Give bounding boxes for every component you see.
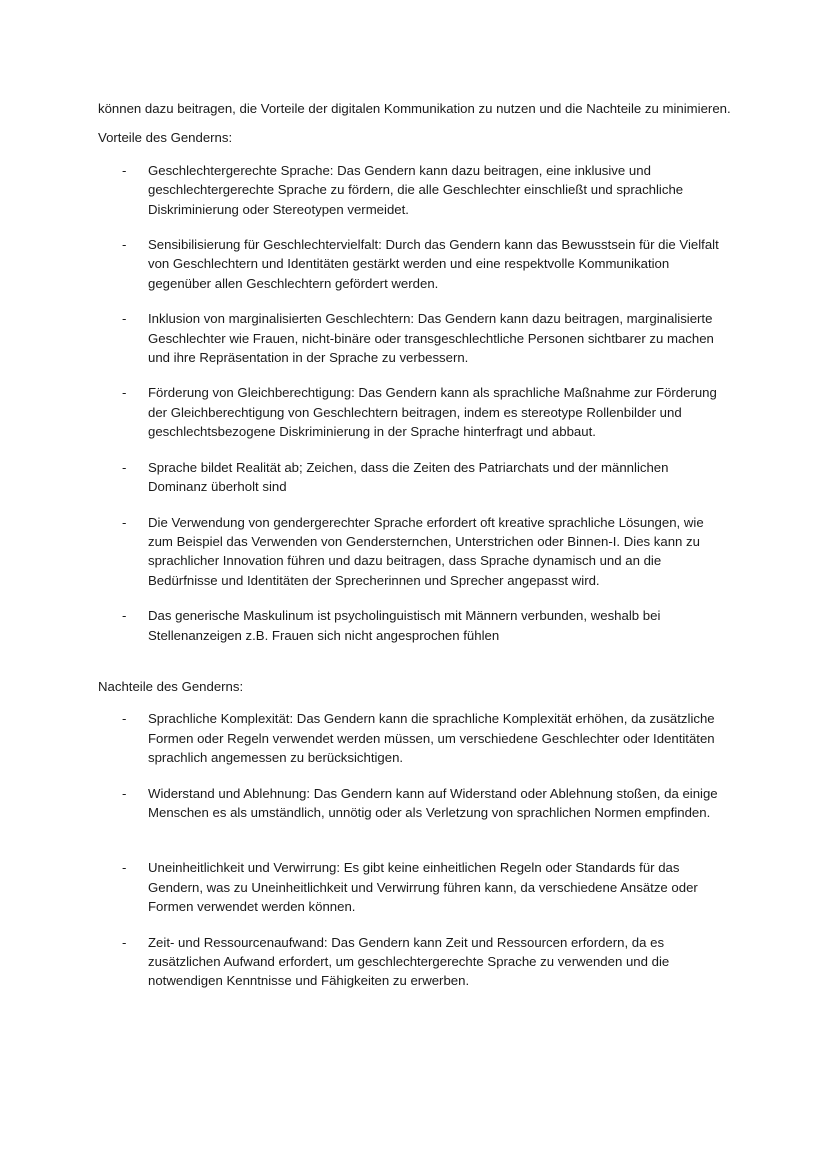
bullet-dash: - [122,385,127,401]
intro-paragraph: können dazu beitragen, die Vorteile der digitalen Kommunikation zu nutzen und die Nachteile zu minimieren. [98,101,731,116]
list-item-text: Widerstand und Ablehnung: Das Gendern kann auf Widerstand oder Ablehnung stoßen, da einige Menschen es als umständlich, unnötig oder als Verletzung von sprachlichen Normen empfinden. [148,785,718,820]
list-item [98,309,723,367]
bullet-dash: - [122,514,127,530]
bullet-dash: - [122,162,127,178]
list-item-text: Die Verwendung von gendergerechter Sprache erfordert oft kreative sprachliche Lösungen, wie zum Beispiel das Verwenden von Gendersternchen, Unterstrichen oder Binnen-I. Dies kann zu sprachlicher Innovation führen und dazu beitragen, dass Sprache dynamisch und an die Bedürfnisse und Identitäten der Sprecherinnen und Sprecher angepasst wird. [148,514,704,588]
bullet-dash: - [122,860,127,876]
list-item [98,933,723,991]
list-item [98,383,723,441]
list-item [98,784,723,823]
list-item-text: Uneinheitlichkeit und Verwirrung: Es gibt keine einheitlichen Regeln oder Standards für das Gendern, was zu Uneinheitlichkeit und Verwirrung führen kann, da verschiedene Ansätze oder Formen verwendet werden können. [148,860,698,915]
bullet-dash: - [122,237,127,253]
list-item-text: Zeit- und Ressourcenaufwand: Das Gendern kann Zeit und Ressourcen erfordern, da es zusätzlichen Aufwand erfordert, um geschlechtergerechte Sprache zu verwenden und die notwendigen Kenntnisse und Fähigkeiten zu erwerben. [148,934,670,989]
bullet-dash: - [122,459,127,475]
list-item [98,858,723,916]
list-item-text: Das generische Maskulinum ist psycholinguistisch mit Männern verbunden, weshalb bei Stellenanzeigen z.B. Frauen sich nicht angesprochen fühlen [148,608,661,643]
list-item-text: Sprache bildet Realität ab; Zeichen, dass die Zeiten des Patriarchats und der männlichen Dominanz überholt sind [148,459,669,495]
bullet-dash: - [122,785,127,801]
bullet-dash: - [122,934,127,950]
list-item-text: Sensibilisierung für Geschlechtervielfalt: Durch das Gendern kann das Bewusstsein für die Vielfalt von Geschlechtern und Identitäten gestärkt werden und eine respektvolle Kommunikation gegenüber allen Geschlechtern gefördert werden. [148,237,719,291]
nachteile-heading: Nachteile des Genderns: [98,678,244,694]
bullet-dash: - [122,711,127,727]
nachteile-list [98,709,738,990]
vorteile-list [98,161,738,645]
list-item [98,513,723,591]
list-item [98,161,723,219]
list-item-text: Geschlechtergerechte Sprache: Das Gendern kann dazu beitragen, eine inklusive und geschlechtergerechte Sprache zu fördern, die alle Geschlechter einschließt und sprachliche Diskriminierung oder Stereotypen vermeidet. [148,162,684,217]
list-item [98,235,723,293]
list-item-text: Sprachliche Komplexität: Das Gendern kann die sprachliche Komplexität erhöhen, da zusätzliche Formen oder Regeln verwendet werden müssen, um verschiedene Geschlechter oder Identitäten sprachlich angemessen zu berücksichtigen. [148,711,715,766]
list-item-text: Inklusion von marginalisierten Geschlechtern: Das Gendern kann dazu beitragen, marginalisierte Geschlechter wie Frauen, nicht-binäre oder transgeschlechtliche Personen sichtbarer zu machen und ihre Repräsentation in der Sprache zu verbessern. [148,311,714,366]
list-item [98,458,723,497]
vorteile-heading: Vorteile des Genderns: [98,130,233,146]
bullet-dash: - [122,608,127,624]
list-item [98,709,723,767]
bullet-dash: - [122,311,127,327]
list-item [98,606,723,645]
list-item-text: Förderung von Gleichberechtigung: Das Gendern kann als sprachliche Maßnahme zur Förderung der Gleichberechtigung von Geschlechtern beitragen, indem es stereotype Rollenbilder und geschlechtsbezogene Diskriminierung in der Sprache hinterfragt und abbaut. [148,385,717,440]
document-page [98,99,738,991]
